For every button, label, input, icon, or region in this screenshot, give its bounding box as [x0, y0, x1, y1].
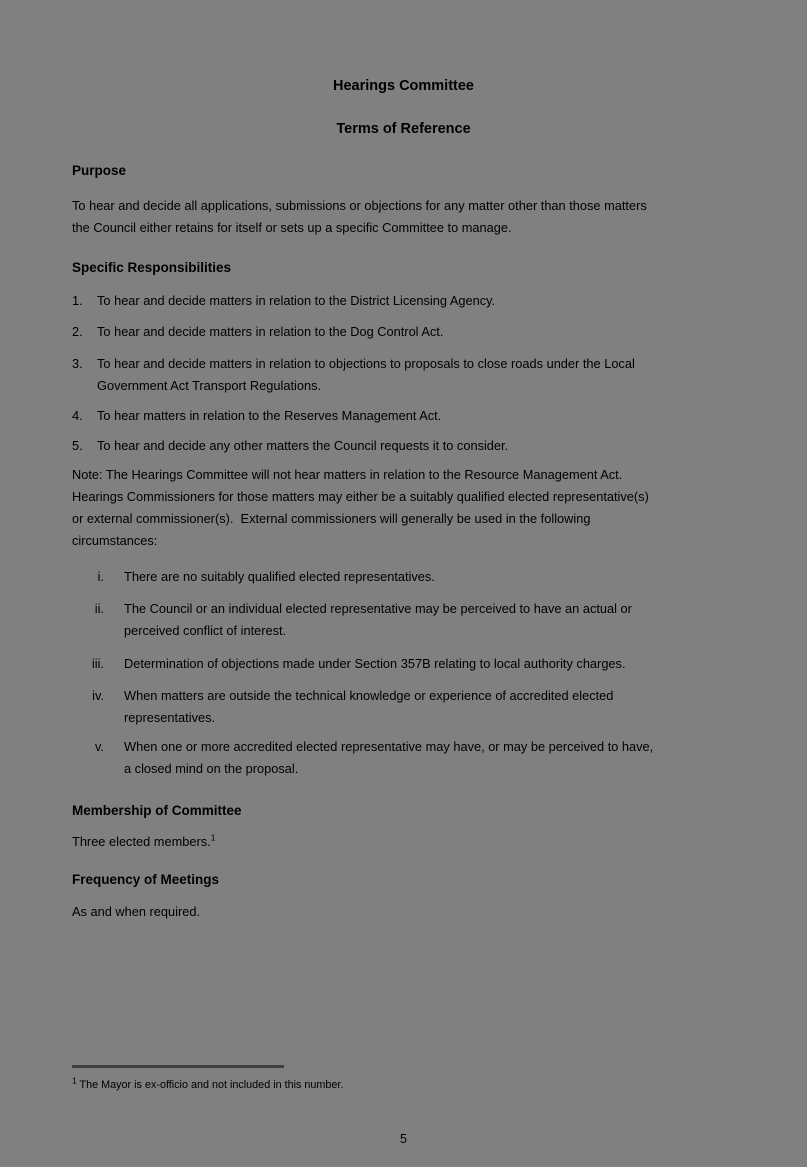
- list-marker: 5.: [72, 438, 83, 453]
- list-item-text: [97, 290, 495, 312]
- list-marker: 2.: [72, 324, 83, 339]
- paragraph-line: There are no suitably qualified elected representatives.: [124, 569, 435, 584]
- footnote-separator: [72, 1065, 284, 1068]
- list-item-text: [97, 321, 443, 343]
- footnote: [72, 1075, 344, 1093]
- document-title: Hearings Committee: [332, 78, 474, 94]
- section-heading-frequency: Frequency of Meetings: [72, 872, 220, 887]
- list-item: [72, 321, 443, 343]
- footnote-marker: 1: [72, 1075, 77, 1086]
- paragraph-line: the Council either retains for itself or sets up a specific Committee to manage.: [72, 220, 512, 235]
- section-heading-specific-responsibilities: Specific Responsibilities: [72, 260, 232, 275]
- paragraph-line: To hear and decide any other matters the Council requests it to consider.: [97, 438, 509, 453]
- list-marker: 4.: [72, 408, 83, 423]
- paragraph-line: or external commissioner(s). External commissioners will generally be used in the following: [72, 511, 591, 526]
- list-marker: ii.: [94, 601, 104, 616]
- list-item: [72, 598, 632, 642]
- paragraph-line: To hear and decide matters in relation to the District Licensing Agency.: [97, 293, 496, 308]
- paragraph-line: Government Act Transport Regulations.: [97, 378, 322, 393]
- list-item: [72, 353, 635, 397]
- paragraph-line: a closed mind on the proposal.: [124, 761, 299, 776]
- section-heading-purpose: Purpose: [72, 163, 127, 178]
- paragraph-line: To hear matters in relation to the Reserves Management Act.: [97, 408, 442, 423]
- list-marker: iii.: [91, 656, 104, 671]
- paragraph-line: When matters are outside the technical knowledge or experience of accredited elected: [124, 688, 614, 703]
- paragraph-line: To hear and decide matters in relation to the Dog Control Act.: [97, 324, 444, 339]
- paragraph-line: Note: The Hearings Committee will not hear matters in relation to the Resource Management Act.: [72, 467, 623, 482]
- list-item: [72, 435, 508, 457]
- paragraph-line: To hear and decide matters in relation to objections to proposals to close roads under the Local: [97, 356, 635, 371]
- membership-paragraph: [72, 831, 215, 853]
- membership-text: Three elected members.: [72, 834, 211, 849]
- list-item-text: [124, 653, 626, 675]
- list-item: [72, 685, 613, 729]
- paragraph-line: When one or more accredited elected representative may have, or may be perceived to have,: [124, 739, 654, 754]
- paragraph-line: circumstances:: [72, 533, 158, 548]
- list-item-text: [124, 566, 435, 588]
- page-number: 5: [400, 1132, 407, 1146]
- purpose-paragraph: [72, 195, 647, 239]
- list-marker: i.: [97, 569, 104, 584]
- list-item: [72, 405, 441, 427]
- list-item-text: [124, 598, 632, 642]
- frequency-paragraph: As and when required.: [72, 904, 201, 919]
- list-item-text: [97, 435, 508, 457]
- list-item: [72, 653, 626, 675]
- footnote-reference: 1: [210, 832, 216, 843]
- footnote-text: The Mayor is ex-officio and not included in this number.: [79, 1079, 344, 1091]
- paragraph-line: representatives.: [124, 710, 216, 725]
- paragraph-line: Determination of objections made under Section 357B relating to local authority charges.: [124, 656, 626, 671]
- paragraph-line: perceived conflict of interest.: [124, 623, 287, 638]
- list-item-text: [97, 353, 635, 397]
- list-item-text: [124, 685, 613, 729]
- list-item: [72, 736, 653, 780]
- document-subtitle: Terms of Reference: [336, 121, 471, 137]
- paragraph-line: Hearings Commissioners for those matters may either be a suitably qualified elected representative(s): [72, 489, 649, 504]
- list-item-text: [124, 736, 653, 780]
- list-marker: 1.: [72, 293, 83, 308]
- paragraph-line: The Council or an individual elected representative may be perceived to have an actual or: [124, 601, 632, 616]
- list-marker: iv.: [92, 688, 104, 703]
- section-heading-membership: Membership of Committee: [72, 803, 242, 818]
- paragraph-line: To hear and decide all applications, submissions or objections for any matter other than those matters: [72, 198, 647, 213]
- list-item: [72, 566, 435, 588]
- list-item-text: [97, 405, 441, 427]
- note-paragraph: [72, 464, 649, 552]
- list-marker: v.: [94, 739, 104, 754]
- list-item: [72, 290, 495, 312]
- list-marker: 3.: [72, 356, 83, 371]
